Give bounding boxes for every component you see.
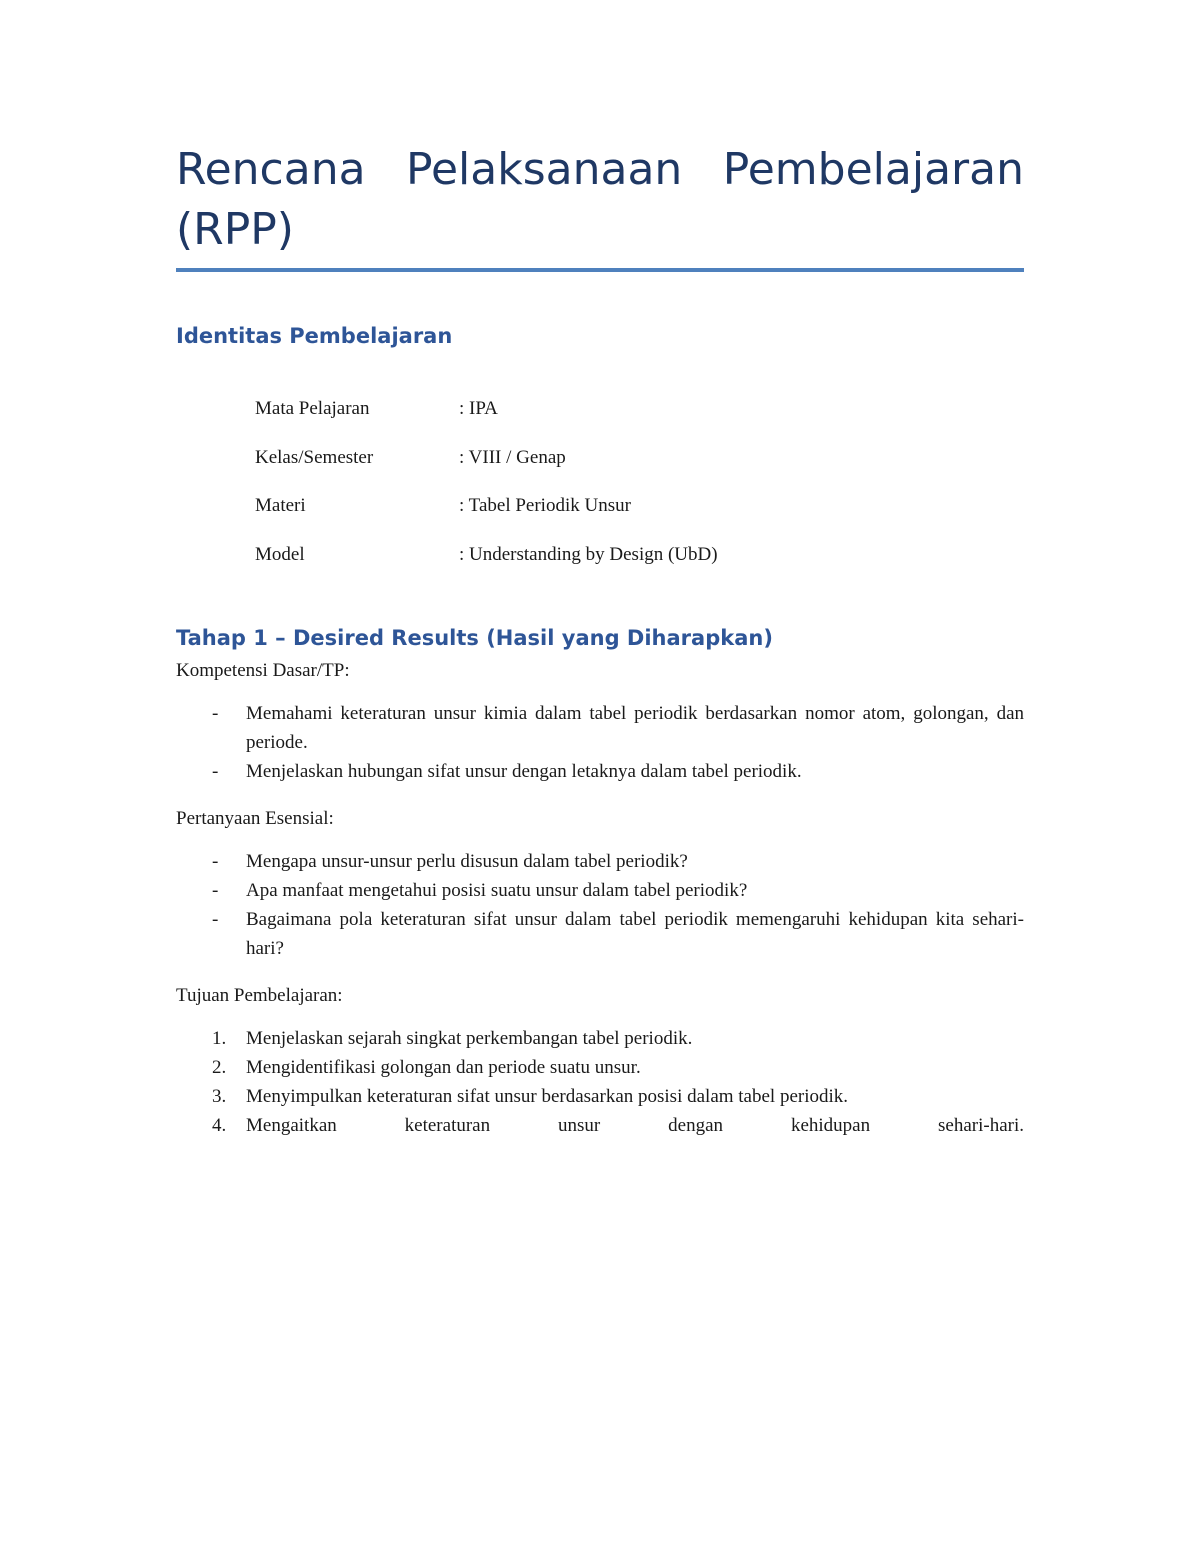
- dash-marker: -: [212, 880, 219, 901]
- list-number: 2.: [212, 1057, 227, 1078]
- identity-label: Materi: [255, 495, 306, 516]
- identity-row: [255, 398, 1024, 447]
- list-item: [176, 1024, 1024, 1053]
- identity-table: [255, 398, 1024, 592]
- title-word: Pelaksanaan: [406, 144, 683, 195]
- title-underline-rule: [176, 268, 1024, 272]
- section-heading-identitas: Identitas Pembelajaran: [176, 324, 453, 348]
- dash-marker: -: [212, 851, 219, 872]
- list-item: [176, 1082, 1024, 1111]
- identity-value: : IPA: [459, 398, 498, 419]
- list-item-text: Menjelaskan hubungan sifat unsur dengan letaknya dalam tabel periodik.: [246, 761, 802, 782]
- identity-value: : Understanding by Design (UbD): [459, 543, 718, 565]
- document-content: [176, 140, 1024, 1140]
- title-word: Rencana: [176, 144, 366, 195]
- kompetensi-label: Kompetensi Dasar/TP:: [176, 660, 350, 681]
- list-item: [176, 876, 1024, 905]
- list-number: 3.: [212, 1086, 227, 1107]
- pertanyaan-label: Pertanyaan Esensial:: [176, 808, 334, 829]
- kompetensi-list: [176, 699, 1024, 786]
- section-heading-tahap-1: Tahap 1 – Desired Results (Hasil yang Diharapkan): [176, 626, 773, 650]
- list-item: [176, 905, 1024, 963]
- tujuan-list: [176, 1024, 1024, 1140]
- title-line-2: (RPP): [176, 204, 294, 255]
- dash-marker: -: [212, 761, 219, 782]
- list-item-text: Apa manfaat mengetahui posisi suatu unsur dalam tabel periodik?: [246, 880, 748, 901]
- list-item-text: Mengaitkan keteraturan unsur dengan kehidupan sehari-hari.: [246, 1115, 1024, 1136]
- list-item-text: Mengidentifikasi golongan dan periode suatu unsur.: [246, 1057, 641, 1078]
- identity-row: [255, 544, 1024, 593]
- identity-label: Kelas/Semester: [255, 446, 374, 468]
- tujuan-label: Tujuan Pembelajaran:: [176, 985, 343, 1006]
- list-item-text: Menjelaskan sejarah singkat perkembangan tabel periodik.: [246, 1028, 693, 1049]
- identity-row: [255, 447, 1024, 496]
- page-title: [176, 140, 1024, 260]
- pertanyaan-list: [176, 847, 1024, 963]
- list-item: [176, 847, 1024, 876]
- title-line-1: [176, 140, 1024, 200]
- list-item-text: Menyimpulkan keteraturan sifat unsur berdasarkan posisi dalam tabel periodik.: [246, 1086, 849, 1107]
- list-item-text: Bagaimana pola keteraturan sifat unsur dalam tabel periodik memengaruhi kehidupan kita sehari-hari?: [246, 909, 1024, 959]
- list-item: [176, 1053, 1024, 1082]
- identity-label: Mata Pelajaran: [255, 398, 370, 419]
- dash-marker: -: [212, 909, 219, 930]
- list-number: 4.: [212, 1115, 227, 1136]
- dash-marker: -: [212, 703, 219, 724]
- list-item: [176, 1111, 1024, 1140]
- list-item: [176, 699, 1024, 757]
- list-item-text: Memahami keteraturan unsur kimia dalam tabel periodik berdasarkan nomor atom, golongan, dan periode.: [246, 703, 1024, 753]
- list-number: 1.: [212, 1028, 227, 1049]
- identity-label: Model: [255, 543, 305, 565]
- title-word: Pembelajaran: [722, 144, 1024, 195]
- list-item-text: Mengapa unsur-unsur perlu disusun dalam tabel periodik?: [246, 851, 688, 872]
- identity-value: : Tabel Periodik Unsur: [459, 495, 631, 516]
- identity-row: [255, 495, 1024, 544]
- identity-value: : VIII / Genap: [459, 446, 566, 468]
- list-item: [176, 757, 1024, 786]
